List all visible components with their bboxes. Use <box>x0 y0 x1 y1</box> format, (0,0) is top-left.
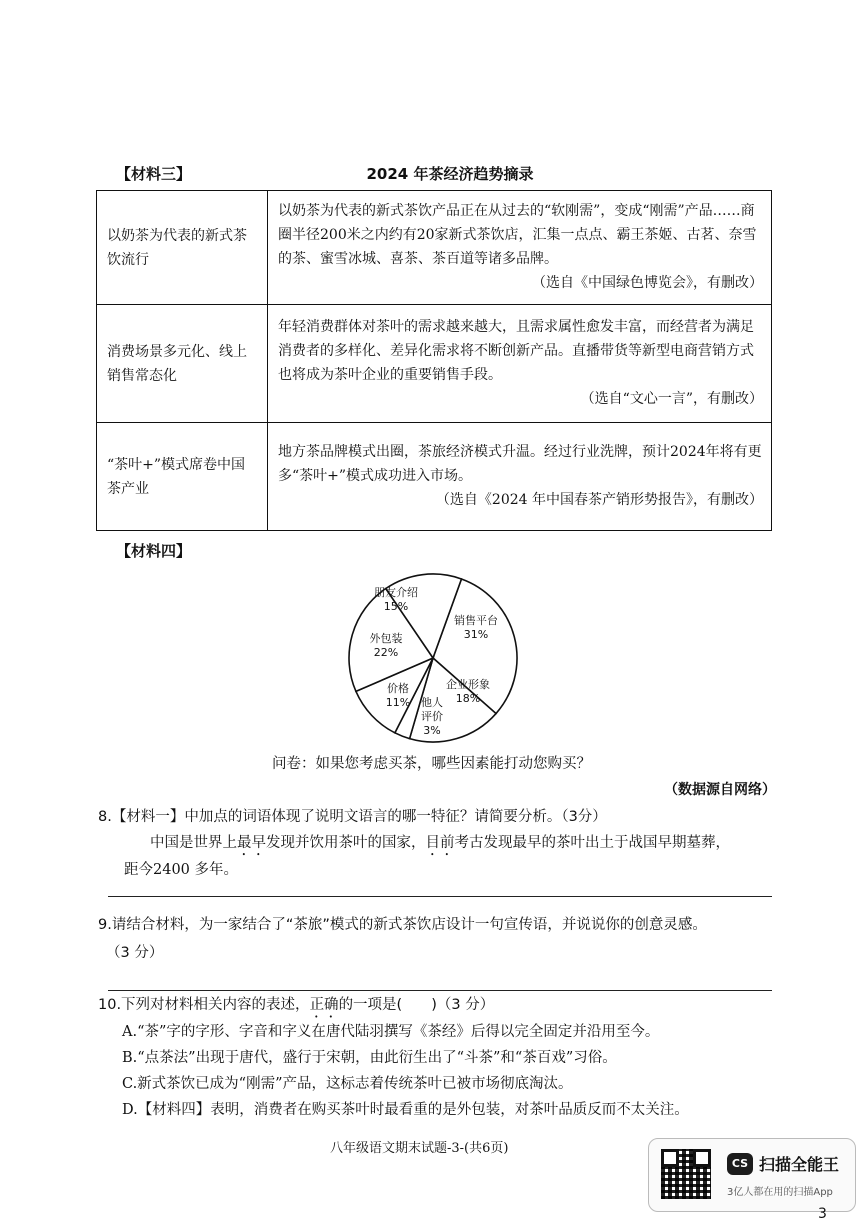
slice-value-label: 3% <box>423 724 441 737</box>
page-footer: 八年级语文期末试题-3-(共6页) <box>330 1141 509 1156</box>
option-a: A.“茶”字的字形、字音和字义在唐代陆羽撰写《茶经》后得以完全固定并沿用至今。 <box>122 1024 660 1040</box>
table-row <box>97 191 772 305</box>
question-9-points: （3 分） <box>106 945 164 961</box>
question-10: 10.下列对材料相关内容的表述，正确的一项是( )（3 分） <box>98 997 495 1013</box>
slice-label: 朋友介绍 <box>374 586 418 599</box>
question-8-quote: 中国是世界上最早发现并饮用茶叶的国家，目前考古发现最早的茶叶出土于战国早期墓葬， <box>150 835 730 851</box>
slice-label: 他人 <box>421 696 443 709</box>
slice-value-label: 22% <box>373 646 399 659</box>
slice-label: 企业形象 <box>446 678 490 691</box>
chart-source: （数据源自网络） <box>664 782 776 798</box>
slice-label: 价格 <box>387 682 409 695</box>
slice-value-label: 11% <box>385 696 411 709</box>
row-text: 地方茶品牌模式出圈，茶旅经济模式升温。经过行业洗牌，预计2024年将有更多“茶叶+”模式成功进入市场。 <box>278 443 762 484</box>
qr-code-icon <box>661 1149 711 1199</box>
slice-value-label: 31% <box>463 628 489 641</box>
question-8-quote-end: 距今2400 多年。 <box>124 862 239 878</box>
material-3-title: 2024 年茶经济趋势摘录 <box>366 165 534 183</box>
table-row <box>97 305 772 423</box>
material-3-label: 【材料三】 <box>116 165 192 183</box>
chart-caption: 问卷：如果您考虑买茶，哪些因素能打动您购买？ <box>272 756 591 772</box>
row-text: 以奶茶为代表的新式茶饮产品正在从过去的“软刚需”，变成“刚需”产品……商圈半径200米之内约有20家新式茶饮店，汇集一点点、霸王茶姬、古茗、奈雪的茶、蜜雪冰城、喜茶、茶百道等诸多品牌。 <box>278 202 757 267</box>
slice-label: 评价 <box>421 710 443 723</box>
scanner-watermark <box>648 1138 856 1212</box>
slice-value-label: 18% <box>455 692 481 705</box>
row-heading: 以奶茶为代表的新式茶饮流行 <box>97 191 268 305</box>
row-source: （选自《2024 年中国春茶产销形势报告》，有删改） <box>435 491 763 508</box>
row-source: （选自《中国绿色博览会》，有删改） <box>532 274 763 291</box>
answer-line <box>108 896 772 897</box>
slice-value-label: 15% <box>383 600 409 613</box>
option-c: C.新式茶饮已成为“刚需”产品，这标志着传统茶叶已被市场彻底淘汰。 <box>122 1076 573 1092</box>
material-3-table <box>96 190 772 531</box>
question-8: 8.【材料一】中加点的词语体现了说明文语言的哪一特征？请简要分析。（3分） <box>98 809 607 825</box>
row-source: （选自“文心一言”，有删改） <box>580 390 763 407</box>
emphasized-word: 目前 <box>425 835 455 851</box>
option-b: B.“点茶法”出现于唐代，盛行于宋朝，由此衍生出了“斗茶”和“茶百戏”习俗。 <box>122 1050 617 1066</box>
table-row <box>97 423 772 531</box>
emphasized-word: 最早 <box>237 835 266 851</box>
watermark-tagline: 3亿人都在用的扫描App <box>727 1187 833 1198</box>
row-heading: 消费场景多元化、线上销售常态化 <box>97 305 268 423</box>
answer-line <box>108 990 772 991</box>
watermark-brand: 扫描全能王 <box>759 1155 840 1174</box>
cs-logo-icon: CS <box>727 1153 753 1175</box>
slice-label: 销售平台 <box>454 614 498 627</box>
row-heading: “茶叶+”模式席卷中国茶产业 <box>97 423 268 531</box>
option-d: D.【材料四】表明，消费者在购买茶叶时最看重的是外包装，对茶叶品质反而不太关注。 <box>122 1102 689 1118</box>
emphasized-word: 正确 <box>309 997 339 1013</box>
row-text: 年轻消费群体对茶叶的需求越来越大，且需求属性愈发丰富，而经营者为满足消费者的多样化、差异化需求将不断创新产品。直播带货等新型电商营销方式也将成为茶叶企业的重要销售手段。 <box>278 318 754 383</box>
question-9: 9.请结合材料，为一家结合了“茶旅”模式的新式茶饮店设计一句宣传语，并说说你的创意灵感。 <box>98 917 707 933</box>
material-4-label: 【材料四】 <box>116 542 192 560</box>
pie-chart <box>340 564 540 748</box>
corner-page-number: 3 <box>818 1206 827 1222</box>
slice-label: 外包装 <box>369 632 403 645</box>
